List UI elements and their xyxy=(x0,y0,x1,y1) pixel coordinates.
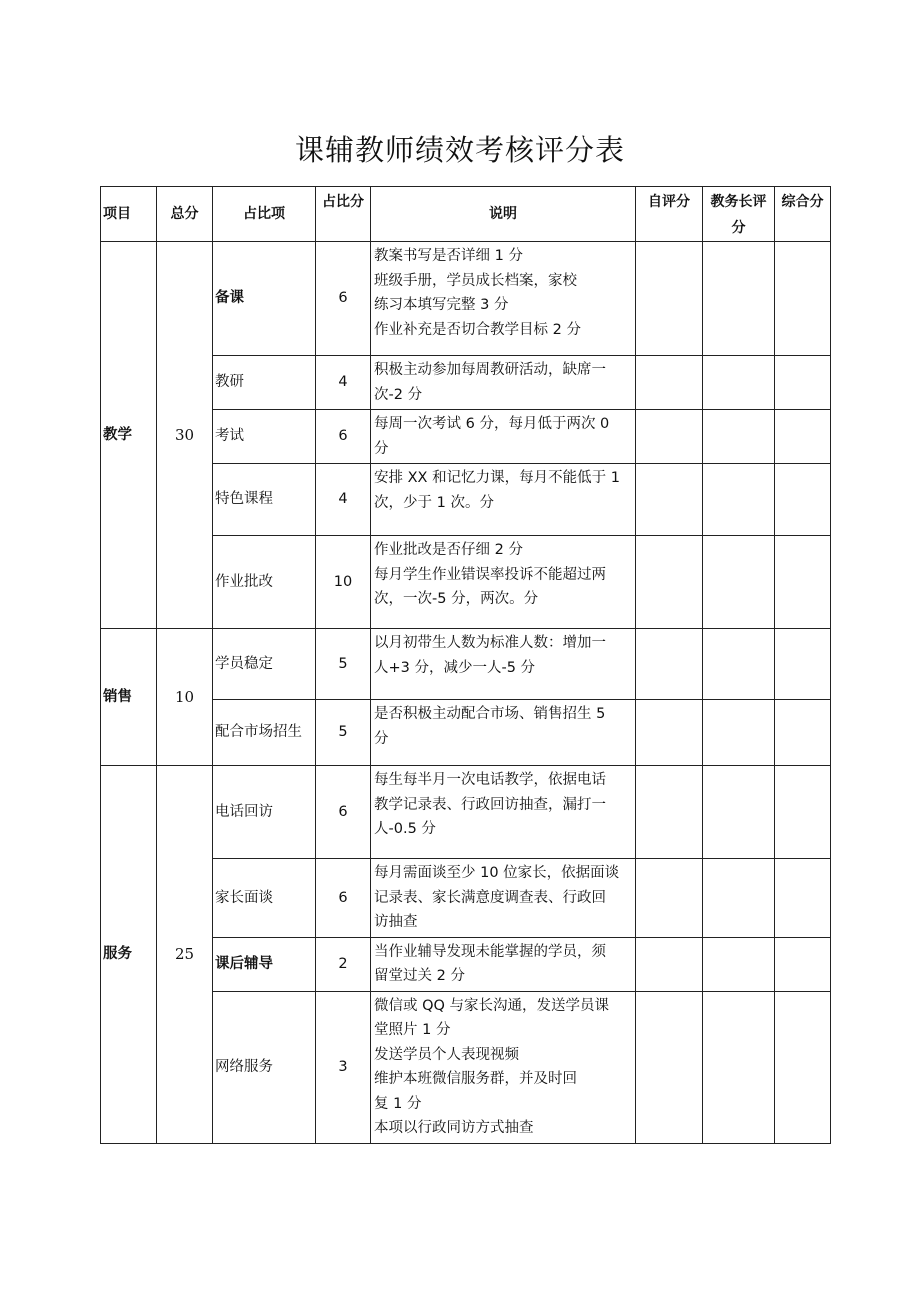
combined-score-input[interactable] xyxy=(775,991,831,1143)
combined-score-input[interactable] xyxy=(775,859,831,938)
item-cell: 家长面谈 xyxy=(213,859,316,938)
self-score-input[interactable] xyxy=(636,464,703,536)
description-line: 发送学员个人表现视频 xyxy=(374,1046,519,1063)
description-line: 分 xyxy=(374,440,389,457)
description-line: 每月需面谈至少 10 位家长，依据面谈 xyxy=(374,865,620,881)
director-score-input[interactable] xyxy=(703,766,775,859)
header-combined-score: 综合分 xyxy=(775,187,831,242)
evaluation-table xyxy=(100,186,831,1144)
item-cell: 特色课程 xyxy=(213,464,316,536)
director-score-input[interactable] xyxy=(703,629,775,700)
description-line: 教学记录表、行政回访抽查，漏打一 xyxy=(374,796,606,813)
description-line: 积极主动参加每周教研活动，缺席一 xyxy=(374,362,606,378)
item-cell: 电话回访 xyxy=(213,766,316,859)
item-cell: 考试 xyxy=(213,410,316,464)
table-row xyxy=(101,766,831,859)
combined-score-input[interactable] xyxy=(775,356,831,410)
director-score-input[interactable] xyxy=(703,242,775,356)
score-cell: 4 xyxy=(316,464,371,536)
table-row xyxy=(101,629,831,700)
director-score-input[interactable] xyxy=(703,859,775,938)
director-score-input[interactable] xyxy=(703,464,775,536)
description-line: 每周一次考试 6 分，每月低于两次 0 xyxy=(374,416,610,432)
director-score-input[interactable] xyxy=(703,536,775,629)
description-line: 以月初带生人数为标准人数：增加一 xyxy=(374,635,606,651)
self-score-input[interactable] xyxy=(636,536,703,629)
combined-score-input[interactable] xyxy=(775,410,831,464)
description-cell xyxy=(371,464,636,536)
score-cell: 3 xyxy=(316,991,371,1143)
header-item: 占比项 xyxy=(213,187,316,242)
self-score-input[interactable] xyxy=(636,242,703,356)
score-cell: 5 xyxy=(316,629,371,700)
director-score-input[interactable] xyxy=(703,937,775,991)
category-cell: 教学 xyxy=(101,242,157,629)
header-score: 占比分 xyxy=(316,187,371,242)
item-cell: 作业批改 xyxy=(213,536,316,629)
description-cell xyxy=(371,766,636,859)
score-cell: 4 xyxy=(316,356,371,410)
category-cell: 服务 xyxy=(101,766,157,1144)
description-cell xyxy=(371,991,636,1143)
description-line: 次-2 分 xyxy=(374,386,423,403)
self-score-input[interactable] xyxy=(636,700,703,766)
description-line: 教案书写是否详细 1 分 xyxy=(374,248,523,264)
score-cell: 6 xyxy=(316,766,371,859)
header-director-line1: 教务长评 xyxy=(710,194,767,210)
total-cell: 10 xyxy=(157,629,213,766)
score-cell: 2 xyxy=(316,937,371,991)
self-score-input[interactable] xyxy=(636,629,703,700)
description-cell xyxy=(371,536,636,629)
item-cell: 配合市场招生 xyxy=(213,700,316,766)
description-cell xyxy=(371,356,636,410)
header-director-score xyxy=(703,187,775,242)
self-score-input[interactable] xyxy=(636,356,703,410)
item-cell: 备课 xyxy=(213,242,316,356)
combined-score-input[interactable] xyxy=(775,242,831,356)
total-cell: 25 xyxy=(157,766,213,1144)
description-line: 堂照片 1 分 xyxy=(374,1022,451,1038)
description-line: 本项以行政同访方式抽查 xyxy=(374,1120,534,1136)
description-line: 分 xyxy=(374,730,389,747)
description-line: 留堂过关 2 分 xyxy=(374,968,465,984)
score-cell: 5 xyxy=(316,700,371,766)
description-line: 当作业辅导发现未能掌握的学员，须 xyxy=(374,943,606,960)
description-cell xyxy=(371,410,636,464)
director-score-input[interactable] xyxy=(703,991,775,1143)
director-score-input[interactable] xyxy=(703,410,775,464)
score-cell: 6 xyxy=(316,859,371,938)
description-line: 次，一次-5 分，两次。分 xyxy=(374,591,539,607)
combined-score-input[interactable] xyxy=(775,464,831,536)
item-cell: 课后辅导 xyxy=(213,937,316,991)
description-cell xyxy=(371,937,636,991)
description-line: 每生每半月一次电话教学，依据电话 xyxy=(374,772,606,788)
item-cell: 学员稳定 xyxy=(213,629,316,700)
description-cell xyxy=(371,629,636,700)
combined-score-input[interactable] xyxy=(775,937,831,991)
description-line: 是否积极主动配合市场、销售招生 5 xyxy=(374,706,606,722)
table-row xyxy=(101,242,831,356)
description-line: 次，少于 1 次。分 xyxy=(374,494,494,511)
description-cell xyxy=(371,242,636,356)
header-self-score: 自评分 xyxy=(636,187,703,242)
description-line: 复 1 分 xyxy=(374,1095,422,1112)
description-line: 作业批改是否仔细 2 分 xyxy=(374,542,523,558)
self-score-input[interactable] xyxy=(636,991,703,1143)
score-cell: 6 xyxy=(316,410,371,464)
header-row xyxy=(101,187,831,242)
combined-score-input[interactable] xyxy=(775,700,831,766)
description-line: 每月学生作业错误率投诉不能超过两 xyxy=(374,566,606,583)
description-cell xyxy=(371,700,636,766)
header-desc: 说明 xyxy=(371,187,636,242)
self-score-input[interactable] xyxy=(636,766,703,859)
description-line: 人+3 分，减少一人-5 分 xyxy=(374,659,536,676)
description-line: 微信或 QQ 与家长沟通，发送学员课 xyxy=(374,997,610,1014)
self-score-input[interactable] xyxy=(636,410,703,464)
description-line: 班级手册，学员成长档案，家校 xyxy=(374,272,577,289)
description-line: 维护本班微信服务群，并及时回 xyxy=(374,1071,577,1087)
self-score-input[interactable] xyxy=(636,859,703,938)
description-line: 作业补充是否切合教学目标 2 分 xyxy=(374,321,581,338)
description-line: 安排 XX 和记忆力课，每月不能低于 1 xyxy=(374,470,620,486)
header-director-line2: 分 xyxy=(731,220,746,236)
header-total: 总分 xyxy=(157,187,213,242)
combined-score-input[interactable] xyxy=(775,766,831,859)
description-line: 访抽查 xyxy=(374,914,418,930)
category-cell: 销售 xyxy=(101,629,157,766)
page-title: 课辅教师绩效考核评分表 xyxy=(294,133,625,167)
combined-score-input[interactable] xyxy=(775,536,831,629)
description-line: 记录表、家长满意度调查表、行政回 xyxy=(374,889,606,906)
item-cell: 网络服务 xyxy=(213,991,316,1143)
self-score-input[interactable] xyxy=(636,937,703,991)
description-line: 练习本填写完整 3 分 xyxy=(374,297,509,313)
score-cell: 10 xyxy=(316,536,371,629)
header-project: 项目 xyxy=(101,187,157,242)
item-cell: 教研 xyxy=(213,356,316,410)
score-cell: 6 xyxy=(316,242,371,356)
description-cell xyxy=(371,859,636,938)
director-score-input[interactable] xyxy=(703,356,775,410)
total-cell: 30 xyxy=(157,242,213,629)
director-score-input[interactable] xyxy=(703,700,775,766)
combined-score-input[interactable] xyxy=(775,629,831,700)
description-line: 人-0.5 分 xyxy=(374,821,436,837)
